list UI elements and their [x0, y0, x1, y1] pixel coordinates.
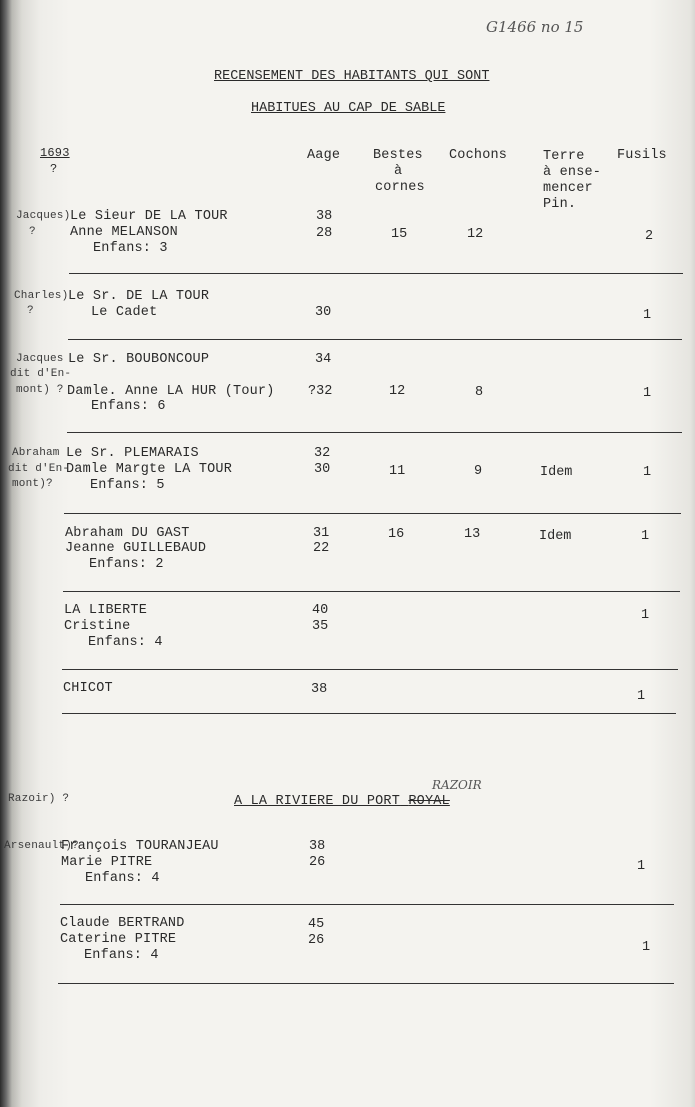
age-value: 26 [309, 855, 326, 870]
row-divider [67, 432, 682, 433]
title-line-2: HABITUES AU CAP DE SABLE [251, 101, 446, 116]
age-value: 22 [313, 541, 330, 556]
row-divider [69, 273, 683, 274]
cochons-value: 12 [467, 227, 484, 242]
header-aage: Aage [307, 148, 341, 163]
margin-note: Razoir) ? [8, 793, 70, 805]
household-name: Abraham DU GAST [65, 526, 190, 541]
household-name: CHICOT [63, 681, 113, 696]
fusils-value: 1 [642, 940, 651, 955]
age-value: 26 [308, 933, 325, 948]
age-value: 28 [316, 226, 333, 241]
household-name: Le Cadet [91, 305, 158, 320]
header-bestes-a: à [394, 164, 403, 179]
age-value: 32 [314, 446, 331, 461]
margin-note: Jacques) [16, 210, 71, 222]
age-value: 30 [315, 305, 332, 320]
header-cochons: Cochons [449, 148, 508, 163]
fusils-value: 1 [641, 529, 650, 544]
fusils-value: 2 [645, 229, 654, 244]
household-name: Damle Margte LA TOUR [66, 462, 233, 477]
household-children: Enfans: 3 [93, 241, 168, 256]
household-children: Enfans: 6 [91, 399, 166, 414]
fusils-value: 1 [641, 608, 650, 623]
household-name: Cristine [64, 619, 131, 634]
fusils-value: 1 [643, 465, 652, 480]
household-name: Caterine PITRE [60, 932, 177, 947]
header-fusils: Fusils [617, 148, 667, 163]
age-value: 38 [311, 682, 328, 697]
age-value: 35 [312, 619, 329, 634]
header-terre-4: Pin. [543, 197, 577, 212]
household-children: Enfans: 4 [85, 871, 160, 886]
household-name: LA LIBERTE [64, 603, 148, 618]
margin-note: dit d'En- [10, 368, 72, 380]
header-terre: Terre [543, 149, 585, 164]
household-children: Enfans: 4 [84, 948, 159, 963]
fusils-value: 1 [643, 386, 652, 401]
cochons-value: 9 [474, 464, 483, 479]
row-divider [64, 513, 681, 514]
household-children: Enfans: 4 [88, 635, 163, 650]
household-name: Le Sr. DE LA TOUR [68, 289, 210, 304]
household-name: Claude BERTRAND [60, 916, 185, 931]
margin-note: Jacques [16, 353, 64, 365]
age-value: ?32 [308, 384, 333, 399]
household-name: Anne MELANSON [70, 225, 178, 240]
age-value: 40 [312, 603, 329, 618]
margin-note: Abraham [12, 447, 60, 459]
margin-note: mont) ? [16, 384, 64, 396]
header-bestes: Bestes [373, 148, 423, 163]
household-name: Le Sieur DE LA TOUR [70, 209, 228, 224]
section-title-struck: ROYAL [408, 794, 450, 809]
terre-value: Idem [540, 465, 573, 480]
margin-note: ? [29, 226, 36, 238]
household-name: François TOURANJEAU [61, 839, 219, 854]
row-divider [60, 904, 674, 905]
terre-value: Idem [539, 529, 572, 544]
year: 1693 [40, 146, 70, 160]
header-terre-2: à ense- [543, 165, 602, 180]
row-divider [63, 591, 680, 592]
age-value: 38 [309, 839, 326, 854]
age-value: 38 [316, 209, 333, 224]
header-terre-3: mencer [543, 181, 593, 196]
household-name: Marie PITRE [61, 855, 153, 870]
household-name: Damle. Anne LA HUR (Tour) [67, 384, 275, 399]
household-name: Le Sr. BOUBONCOUP [68, 352, 210, 367]
margin-note: Arsenault)? [4, 840, 79, 852]
bestes-value: 11 [389, 464, 406, 479]
age-value: 34 [315, 352, 332, 367]
margin-note: ? [27, 305, 34, 317]
age-value: 45 [308, 917, 325, 932]
fusils-value: 1 [637, 859, 646, 874]
margin-note: Charles) [14, 290, 69, 302]
age-value: 31 [313, 526, 330, 541]
cochons-value: 8 [475, 385, 484, 400]
bestes-value: 16 [388, 527, 405, 542]
margin-note: dit d'En- [8, 463, 70, 475]
handwritten-correction: RAZOIR [432, 778, 482, 792]
title-line-1: RECENSEMENT DES HABITANTS QUI SONT [214, 69, 490, 84]
row-divider [62, 713, 676, 714]
header-bestes-cornes: cornes [375, 180, 425, 195]
bestes-value: 12 [389, 384, 406, 399]
margin-note: mont)? [12, 478, 53, 490]
section-title [234, 794, 450, 810]
row-divider [58, 983, 674, 984]
household-name: Le Sr. PLEMARAIS [66, 446, 199, 461]
fusils-value: 1 [643, 308, 652, 323]
bestes-value: 15 [391, 227, 408, 242]
section-title-text: A LA RIVIERE DU PORT [234, 794, 401, 809]
year-question: ? [50, 162, 58, 176]
age-value: 30 [314, 462, 331, 477]
household-children: Enfans: 2 [89, 557, 164, 572]
household-name: Jeanne GUILLEBAUD [65, 541, 207, 556]
archive-reference: G1466 no 15 [486, 18, 584, 36]
row-divider [62, 669, 678, 670]
fusils-value: 1 [637, 689, 646, 704]
cochons-value: 13 [464, 527, 481, 542]
household-children: Enfans: 5 [90, 478, 165, 493]
row-divider [68, 339, 682, 340]
